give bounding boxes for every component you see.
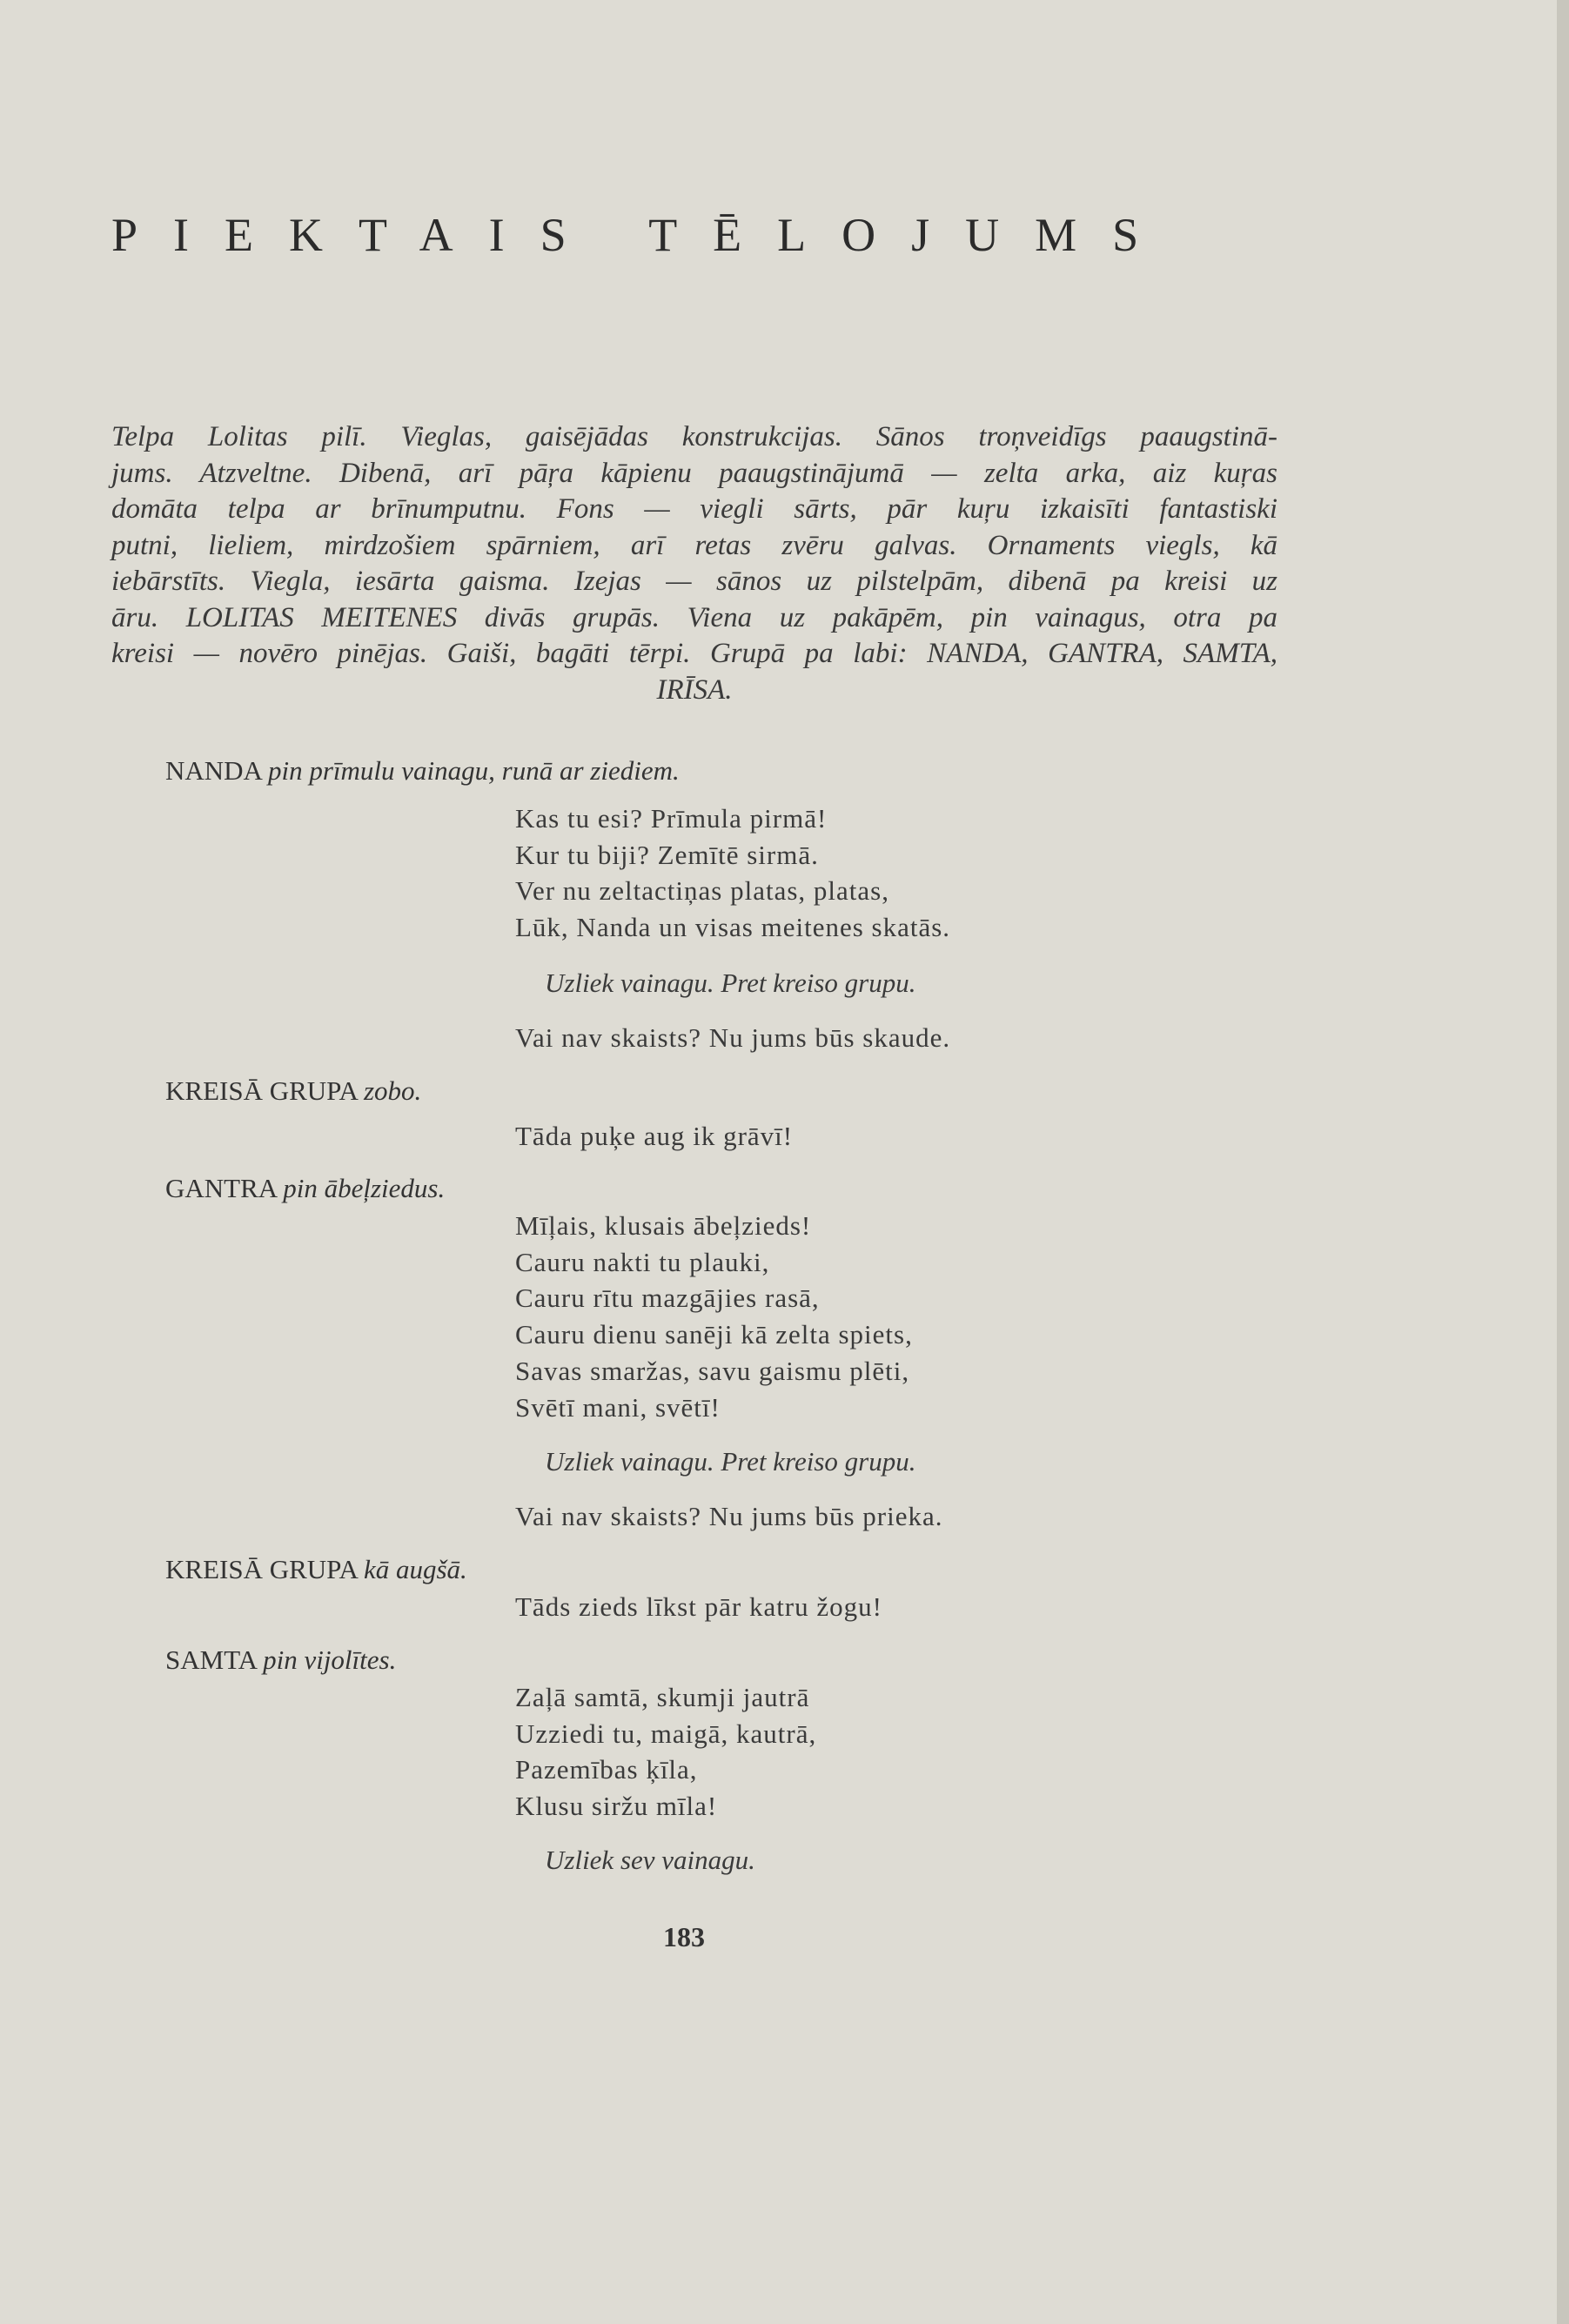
speaker-direction: zobo.: [363, 1075, 422, 1106]
page-number: 183: [663, 1921, 705, 1952]
verse-line: Cauru rītu mazgājies rasā,: [515, 1283, 820, 1314]
intro-line: Telpa Lolitas pilī. Vieglas, gaisējādas konstrukcijas. Sānos troņveidīgs paaugstinā-: [111, 421, 1277, 452]
verse-line: Kur tu biji? Zemītē sirmā.: [515, 839, 819, 870]
verse-line: Tāda puķe aug ik grāvī!: [515, 1121, 794, 1151]
verse-line: Tāds zieds līkst pār katru žogu!: [515, 1591, 882, 1622]
verse-line: Klusu siržu mīla!: [515, 1791, 718, 1822]
intro-line: iebārstīts. Viegla, iesārta gaisma. Izejas — sānos uz pilstelpām, dibenā pa kreisi uz: [111, 566, 1277, 597]
speaker-kreisa-grupa: [165, 1552, 467, 1587]
verse-samta: [515, 1679, 816, 1825]
speaker-direction: pin prīmulu vainagu, runā ar ziediem.: [267, 755, 680, 786]
speaker-name: GANTRA: [165, 1173, 277, 1203]
verse-line: Lūk, Nanda un visas meitenes skatās.: [515, 912, 951, 943]
verse-line: Savas smaržas, savu gaismu plēti,: [515, 1355, 910, 1386]
speaker-kreisa-grupa: [165, 1074, 421, 1108]
verse-line: Pazemības ķīla,: [515, 1754, 698, 1785]
verse-line: Vai nav skaists? Nu jums būs prieka.: [515, 1501, 943, 1531]
stage-direction: Uzliek vainagu. Pret kreiso grupu.: [545, 1446, 916, 1477]
intro-line: putni, lieliem, mirdzošiem spārniem, arī retas zvēru galvas. Ornaments viegls, kā: [111, 529, 1277, 561]
intro-line: āru. LOLITAS MEITENES divās grupās. Viena uz pakāpēm, pin vainagus, otra pa: [111, 601, 1277, 633]
verse-kreisa-grupa: [515, 1589, 882, 1625]
verse-line: Uzziedi tu, maigā, kautrā,: [515, 1718, 817, 1749]
intro-line: domāta telpa ar brīnumputnu. Fons — viegli sārts, pār kuŗu izkaisīti fantastiski: [111, 493, 1277, 525]
chapter-title: PIEKTAIS TĒLOJUMS: [111, 209, 1175, 261]
intro-line: jums. Atzveltne. Dibenā, arī pāŗa kāpienu paaugstinājumā — zelta arka, aiz kuŗas: [111, 457, 1277, 489]
speaker-samta: [165, 1643, 396, 1678]
verse-line: Ver nu zeltactiņas platas, platas,: [515, 875, 889, 907]
verse-line: Mīļais, klusais ābeļzieds!: [515, 1210, 812, 1241]
verse-kreisa-grupa: [515, 1118, 793, 1155]
speaker-gantra: [165, 1171, 445, 1206]
verse-line: Cauru dienu sanēji kā zelta spiets,: [515, 1319, 913, 1350]
intro-line: kreisi — novēro pinējas. Gaiši, bagāti tērpi. Grupā pa labi: NANDA, GANTRA, SAMTA,: [111, 638, 1277, 669]
verse-line: Svētī mani, svētī!: [515, 1391, 721, 1423]
speaker-direction: pin vijolītes.: [263, 1644, 397, 1675]
verse-nanda: [515, 800, 950, 946]
page-edge: [1557, 0, 1569, 2324]
verse-line: Vai nav skaists? Nu jums būs skaude.: [515, 1022, 951, 1053]
speaker-name: NANDA: [165, 755, 262, 786]
speaker-name: KREISĀ GRUPA: [165, 1554, 358, 1584]
speaker-name: SAMTA: [165, 1644, 257, 1675]
speaker-direction: pin ābeļziedus.: [283, 1173, 446, 1203]
verse-gantra: [515, 1208, 913, 1425]
stage-direction: Uzliek vainagu. Pret kreiso grupu.: [545, 968, 916, 998]
speaker-nanda: [165, 753, 680, 788]
verse-line: Zaļā samtā, skumji jautrā: [515, 1682, 810, 1712]
stage-direction: Uzliek sev vainagu.: [545, 1845, 755, 1875]
intro-line: IRĪSA.: [656, 673, 733, 706]
stage-directions-intro: [111, 419, 1277, 708]
verse-line: Kas tu esi? Prīmula pirmā!: [515, 803, 828, 834]
speaker-direction: kā augšā.: [363, 1554, 467, 1584]
verse-line: Cauru nakti tu plauki,: [515, 1246, 770, 1277]
speaker-name: KREISĀ GRUPA: [165, 1075, 358, 1106]
